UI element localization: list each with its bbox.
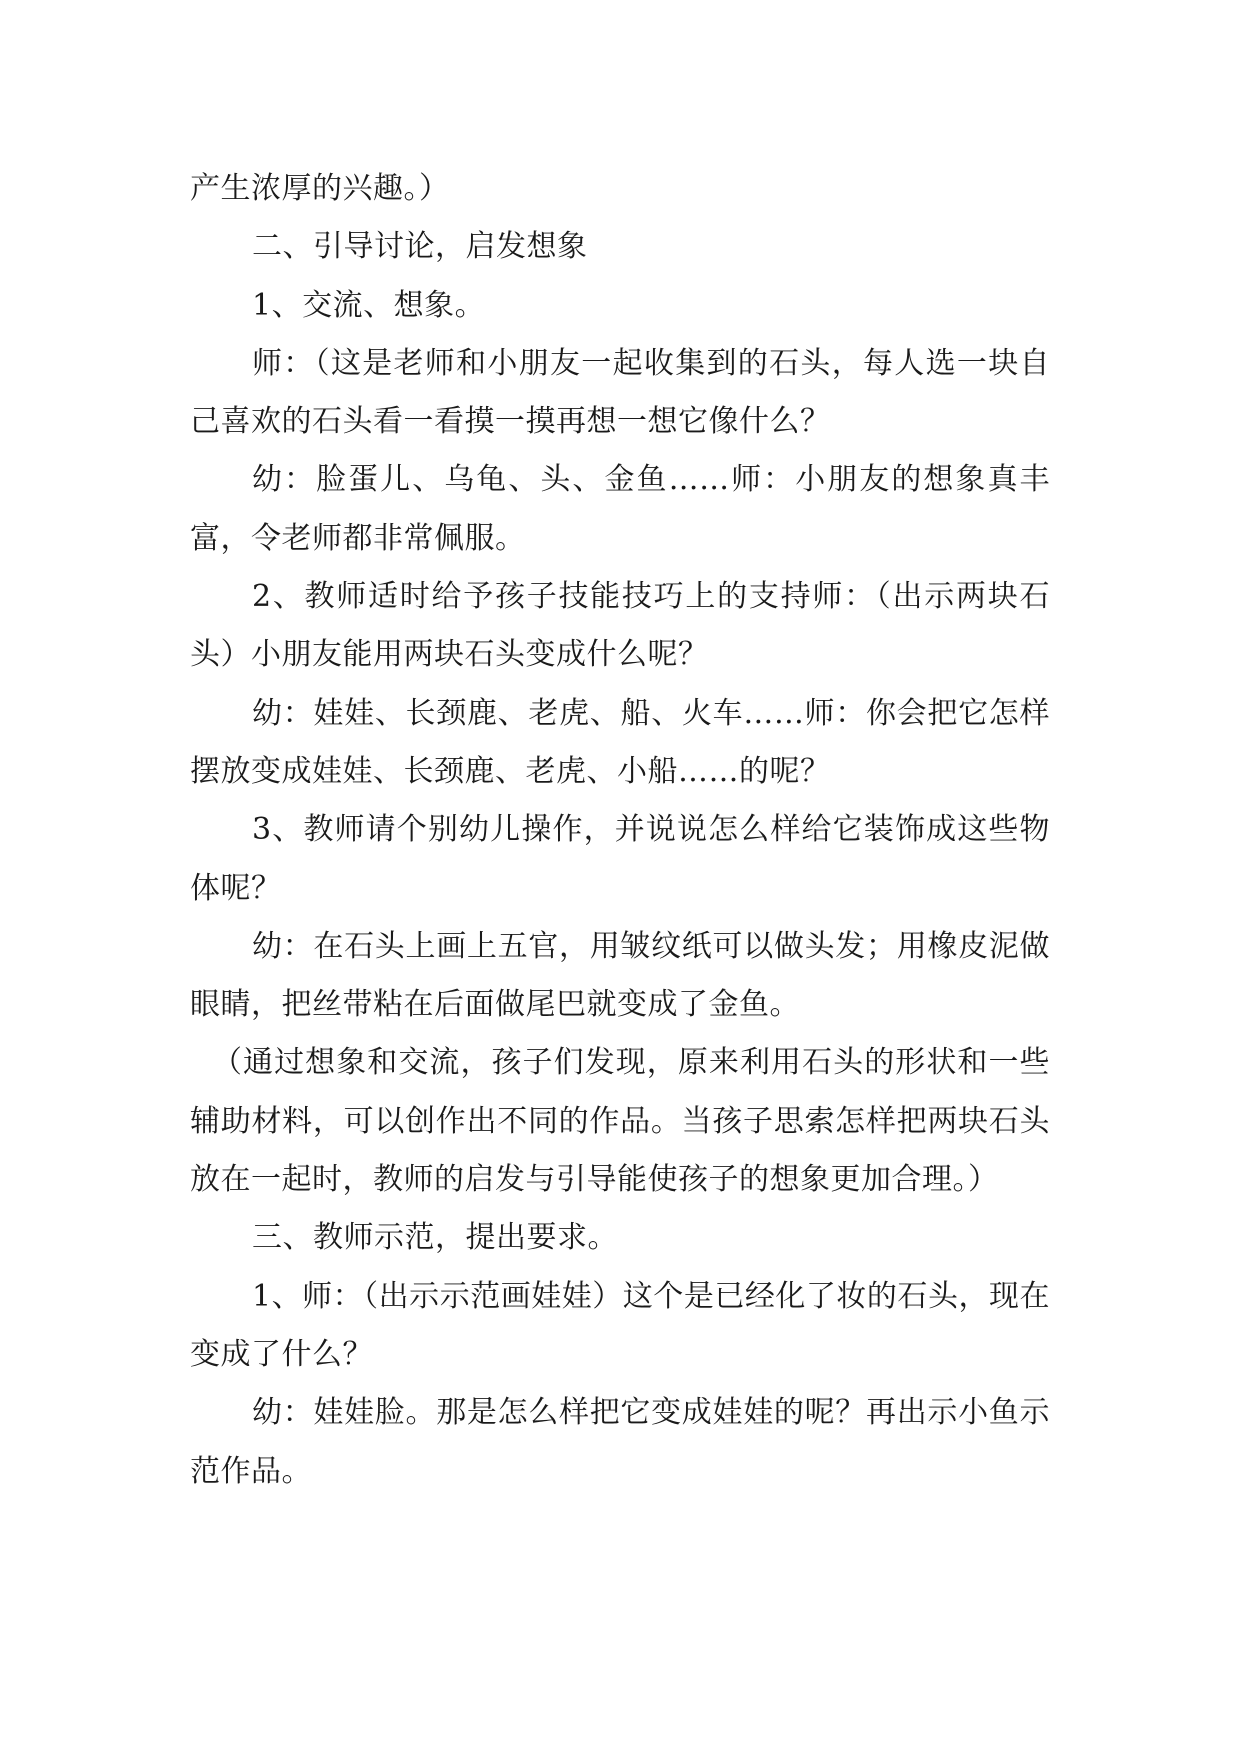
paragraph: 幼：娃娃、长颈鹿、老虎、船、火车……师：你会把它怎样摆放变成娃娃、长颈鹿、老虎、小船……的呢？ <box>190 695 1050 789</box>
paragraph: 幼：在石头上画上五官，用皱纹纸可以做头发；用橡皮泥做眼睛，把丝带粘在后面做尾巴就变成了金鱼。 <box>190 928 1050 1023</box>
paragraph: 3、教师请个别幼儿操作，并说说怎么样给它装饰成这些物体呢？ <box>190 812 1050 906</box>
subsection-heading: 1、交流、想象。 <box>252 287 486 323</box>
paragraph: 1、师：（出示示范画娃娃）这个是已经化了妆的石头，现在变成了什么？ <box>190 1278 1050 1372</box>
paragraph: 幼：娃娃脸。那是怎么样把它变成娃娃的呢？再出示小鱼示范作品。 <box>190 1395 1050 1489</box>
section-heading: 三、教师示范，提出要求。 <box>252 1220 618 1256</box>
paragraph: 幼：脸蛋儿、乌龟、头、金鱼……师：小朋友的想象真丰富，令老师都非常佩服。 <box>190 462 1050 556</box>
paragraph-note: （通过想象和交流，孩子们发现，原来利用石头的形状和一些辅助材料，可以创作出不同的作品。当孩子思索怎样把两块石头放在一起时，教师的启发与引导能使孩子的想象更加合理。） <box>190 1045 1050 1198</box>
paragraph: 2、教师适时给予孩子技能技巧上的支持师：（出示两块石头）小朋友能用两块石头变成什么呢？ <box>190 579 1050 673</box>
document-body <box>190 160 1050 1501</box>
section-heading: 二、引导讨论，启发想象 <box>252 229 588 265</box>
paragraph: 产生浓厚的兴趣。） <box>190 171 450 206</box>
paragraph: 师：（这是老师和小朋友一起收集到的石头，每人选一块自己喜欢的石头看一看摸一摸再想一想它像什么？ <box>190 345 1050 440</box>
